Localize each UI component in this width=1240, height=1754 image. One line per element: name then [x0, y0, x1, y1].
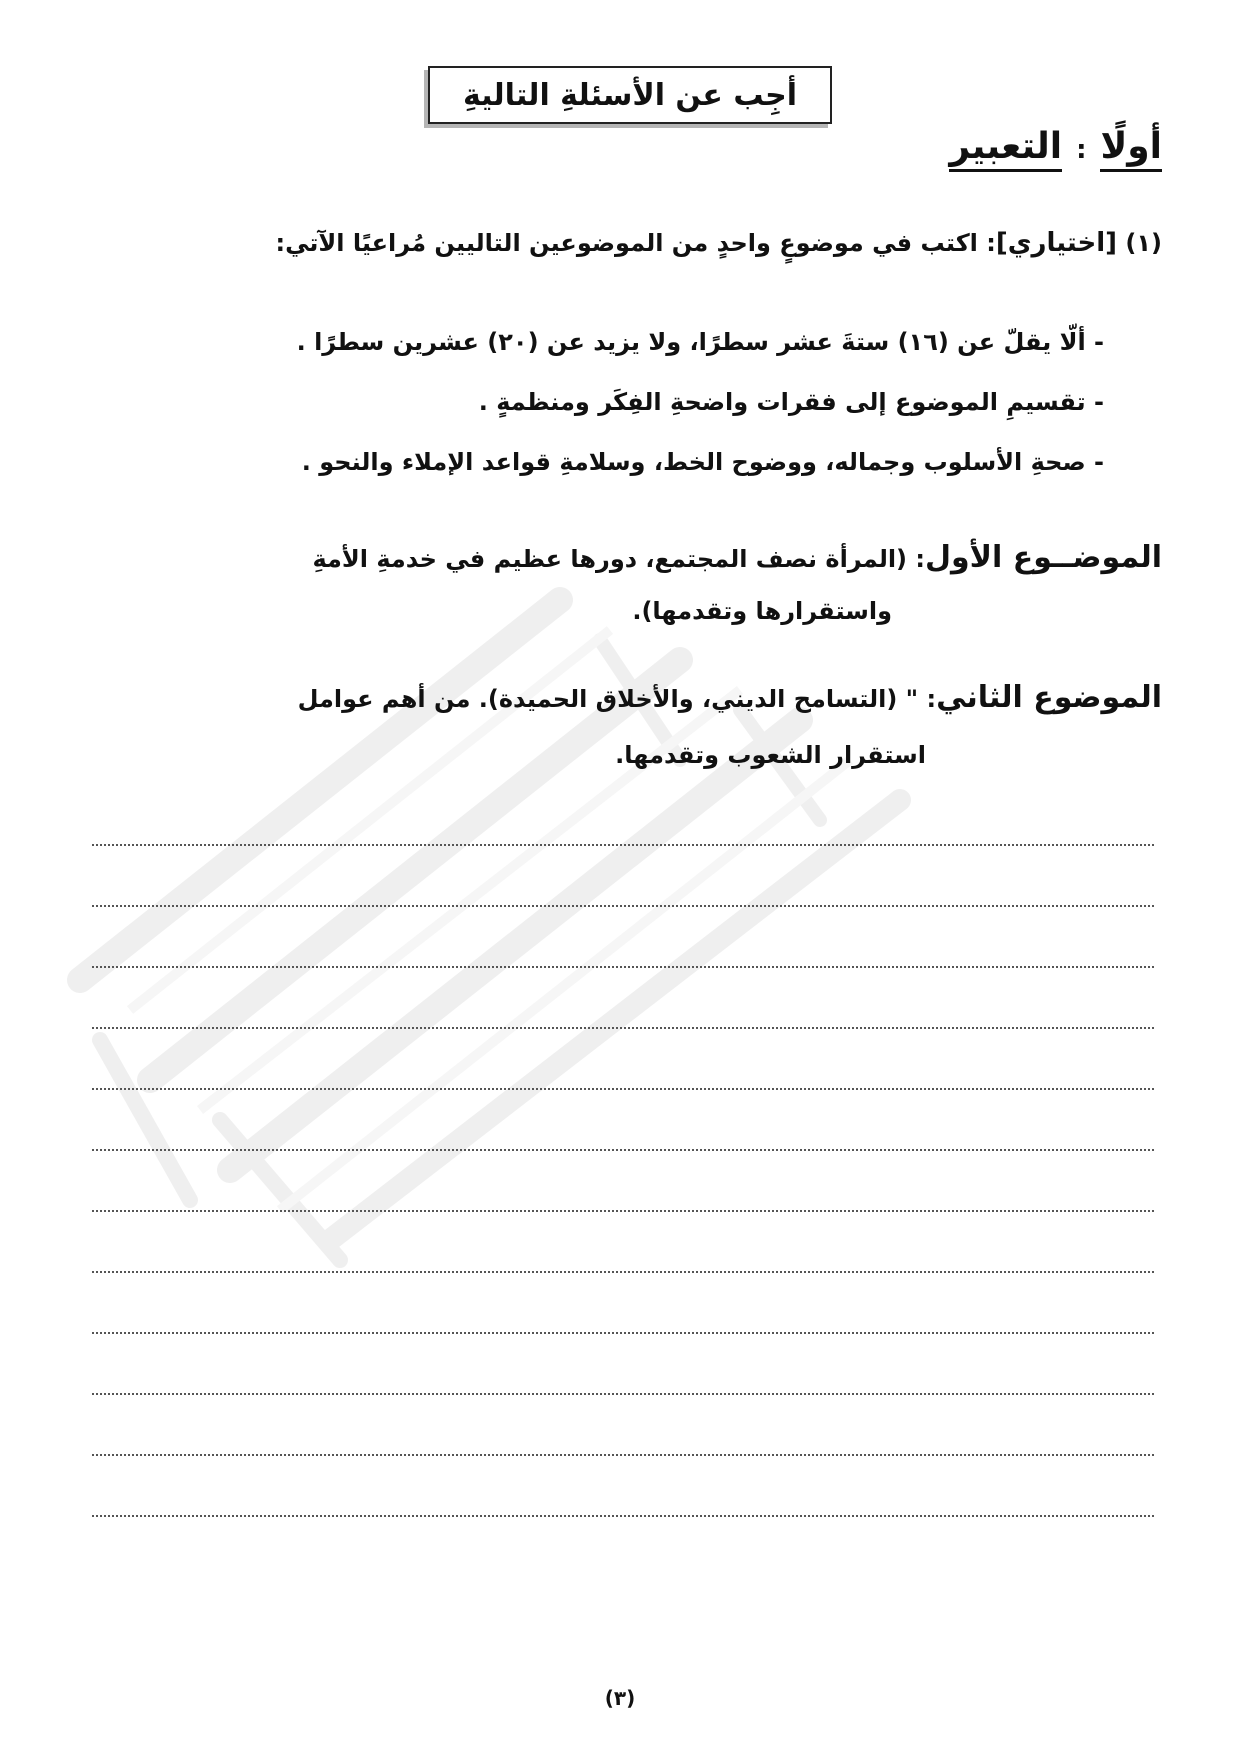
question-keyword: [اختياري]	[995, 228, 1118, 258]
requirement-item: - ألّا يقلّ عن (١٦) ستةَ عشر سطرًا، ولا يزيد عن (٢٠) عشرين سطرًا .	[296, 328, 1104, 356]
answer-line[interactable]	[92, 1149, 1154, 1151]
question-1	[72, 228, 1162, 258]
requirements-list	[104, 318, 1104, 498]
answer-line[interactable]	[92, 1210, 1154, 1212]
answer-line[interactable]	[92, 844, 1154, 846]
answer-line[interactable]	[92, 1088, 1154, 1090]
topic-text-line1: : " (التسامح الديني، والأخلاق الحميدة). من أهم عوامل	[297, 685, 937, 713]
requirement-item: - تقسيمِ الموضوع إلى فقرات واضحةِ الفِكَر ومنظمةٍ .	[478, 388, 1104, 416]
question-number: (١)	[1125, 229, 1162, 257]
section-name: التعبير	[949, 126, 1062, 172]
page-title: أجِب عن الأسئلةِ التاليةِ	[428, 66, 832, 124]
page-number: (٣)	[604, 1686, 636, 1710]
answer-line[interactable]	[92, 1271, 1154, 1273]
topic-text-line2: واستقرارها وتقدمها).	[632, 597, 892, 625]
watermark	[40, 560, 1040, 1280]
section-number: أولًا	[1100, 126, 1162, 172]
question-text: : اكتب في موضوعٍ واحدٍ من الموضوعين التاليين مُراعيًا الآتي:	[275, 229, 996, 257]
answer-line[interactable]	[92, 966, 1154, 968]
topic-text-line2: استقرار الشعوب وتقدمها.	[615, 741, 926, 769]
answer-line[interactable]	[92, 1027, 1154, 1029]
answer-line[interactable]	[92, 1454, 1154, 1456]
requirement-item: - صحةِ الأسلوب وجماله، ووضوح الخط، وسلامةِ قواعد الإملاء والنحو .	[301, 448, 1104, 476]
topic-1	[82, 540, 1162, 625]
section-separator: :	[1076, 135, 1087, 165]
answer-line[interactable]	[92, 1393, 1154, 1395]
answer-line[interactable]	[92, 1515, 1154, 1517]
answer-line[interactable]	[92, 905, 1154, 907]
topic-label: الموضــوع الأول	[924, 540, 1162, 575]
answer-line[interactable]	[92, 1332, 1154, 1334]
topic-2	[82, 680, 1162, 769]
topic-label: الموضوع الثاني	[936, 680, 1162, 715]
topic-text-line1: : (المرأة نصف المجتمع، دورها عظيم في خدمةِ الأمةِ	[312, 545, 925, 573]
section-heading	[949, 126, 1162, 167]
